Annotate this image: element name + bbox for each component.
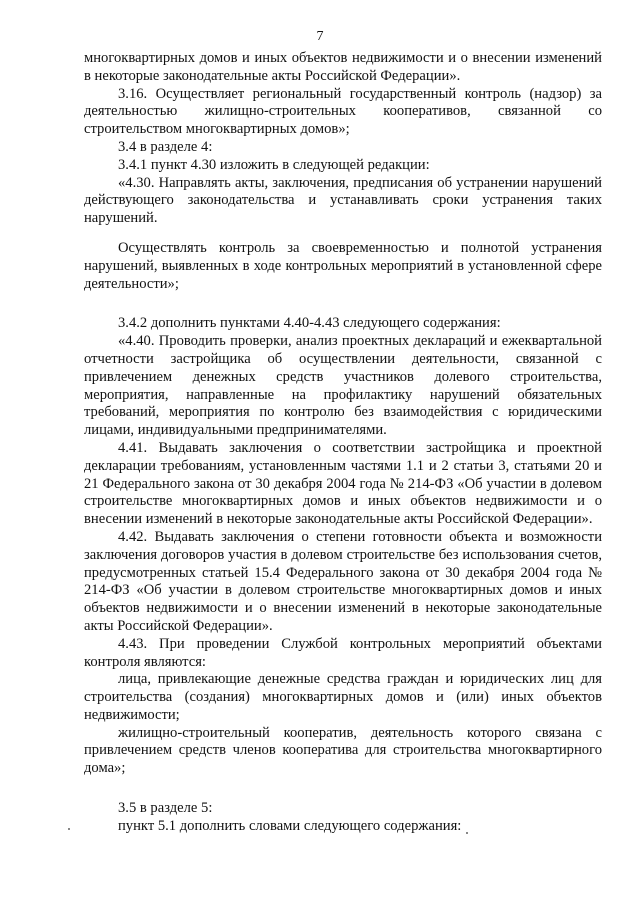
scan-artifact	[68, 828, 70, 830]
page-number: 7	[316, 29, 324, 44]
document-body	[84, 50, 602, 836]
paragraph-4-41: 4.41. Выдавать заключения о соответствии застройщика и проектной декларации требованиям, установленным частями 1.1 и 2 статьи 3, статьями 20 и 21 Федерального закона от 30 декабря 2004 года № 214-ФЗ «Об участии в долевом строительстве многоквартирных домов и иных объектов недвижимости и о внесении изменений в некоторые законодательные акты Российской Федерации».	[84, 439, 602, 528]
paragraph-continuation: многоквартирных домов и иных объектов недвижимости и о внесении изменений в некоторые законодательные акты Российской Федерации».	[84, 50, 602, 84]
paragraph-3-4-2: 3.4.2 дополнить пунктами 4.40-4.43 следующего содержания:	[118, 315, 501, 332]
paragraph-spacer	[84, 778, 602, 800]
paragraph-5-1: пункт 5.1 дополнить словами следующего содержания:	[118, 817, 462, 834]
paragraph-spacer	[84, 293, 602, 315]
paragraph-4-42: 4.42. Выдавать заключения о степени готовности объекта и возможности заключения договоров участия в долевом строительстве без использования счетов, предусмотренных статьей 15.4 Федерального закона от 30 декабря 2004 года № 214-ФЗ «Об участии в долевом строительстве многоквартирных домов и иных объектов недвижимости и о внесении изменений в некоторые законодательные акты Российской Федерации».	[84, 528, 602, 634]
paragraph-4-30-control: Осуществлять контроль за своевременностью и полнотой устранения нарушений, выявленных в ходе контрольных мероприятий в установленной сфере деятельности»;	[84, 239, 602, 292]
paragraph-3-4: 3.4 в разделе 4:	[118, 138, 213, 155]
paragraph-persons: лица, привлекающие денежные средства граждан и юридических лиц для строительства (создания) многоквартирных домов и (или) иных объектов недвижимости;	[84, 671, 602, 723]
paragraph-4-30: «4.30. Направлять акты, заключения, предписания об устранении нарушений действующего законодательства и устанавливать сроки устранения таких нарушений.	[84, 174, 602, 227]
paragraph-4-43: 4.43. При проведении Службой контрольных мероприятий объектами контроля являются:	[84, 635, 602, 670]
paragraph-3-16: 3.16. Осуществляет региональный государственный контроль (надзор) за деятельностью жилищно-строительных кооперативов, связанной со строительством многоквартирных домов»;	[84, 85, 602, 138]
paragraph-4-40: «4.40. Проводить проверки, анализ проектных деклараций и ежеквартальной отчетности застройщика об осуществлении деятельности, связанной с привлечением денежных средств участников долевого строительства, мероприятия, направленные на профилактику нарушений обязательных требований, мероприятия по контролю без взаимодействия с юридическими лицами, индивидуальными предпринимателями.	[84, 333, 602, 439]
paragraph-spacer	[84, 228, 602, 240]
paragraph-3-4-1: 3.4.1 пункт 4.30 изложить в следующей редакции:	[118, 156, 430, 173]
paragraph-3-5: 3.5 в разделе 5:	[118, 800, 213, 817]
scan-artifact	[466, 832, 468, 834]
paragraph-cooperative: жилищно-строительный кооператив, деятельность которого связана с привлечением средств членов кооператива для строительства многоквартирного дома»;	[84, 724, 602, 777]
